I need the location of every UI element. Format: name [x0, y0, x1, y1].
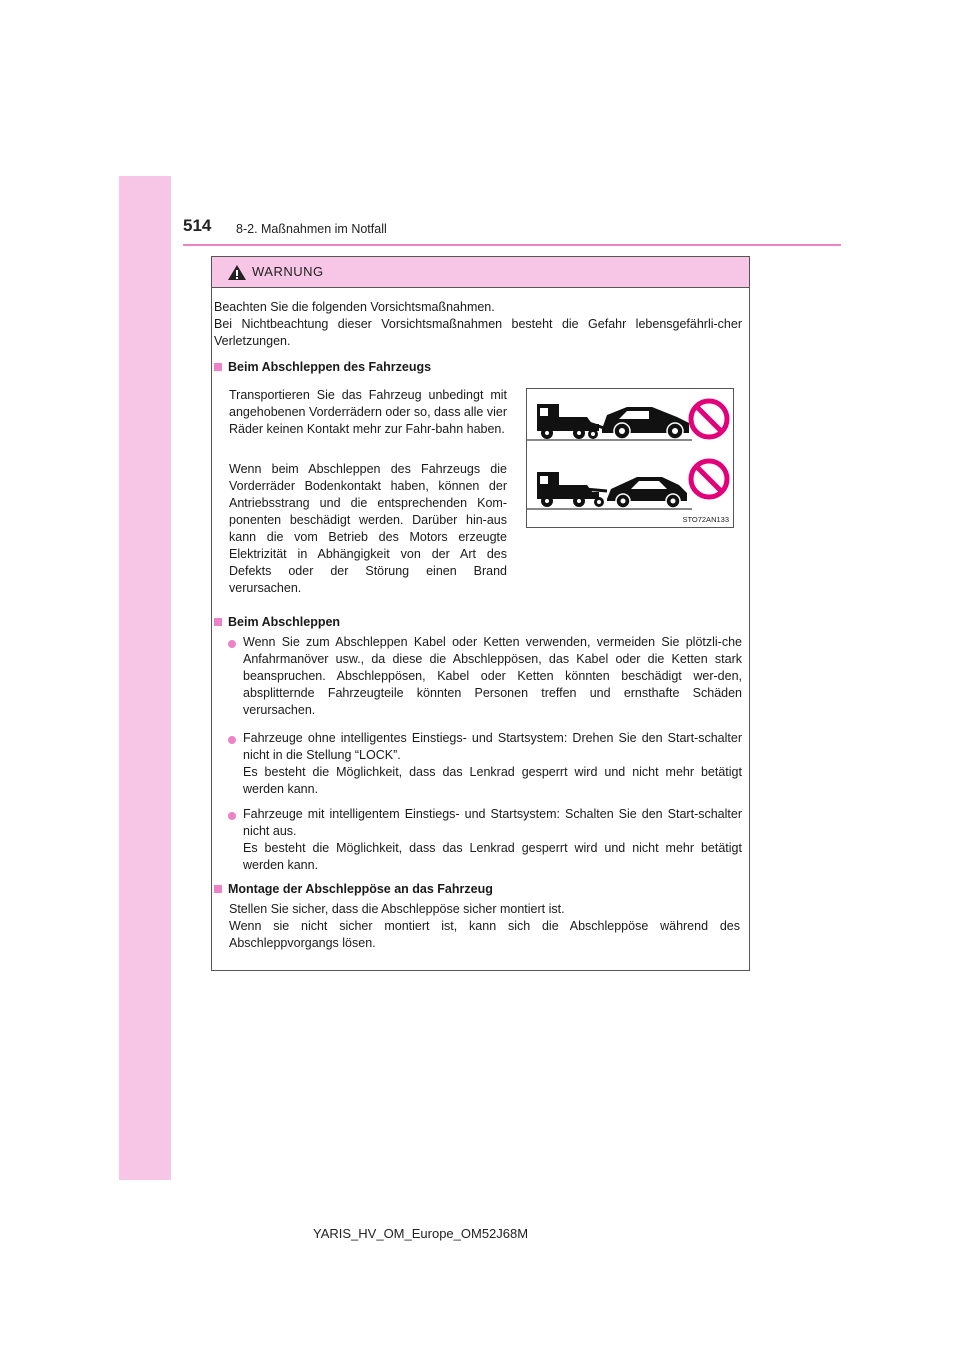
round-bullet-icon — [228, 812, 236, 820]
page-number: 514 — [183, 216, 212, 235]
section-heading-text: Beim Abschleppen — [228, 615, 341, 629]
section-title: 8-2. Maßnahmen im Notfall — [236, 222, 387, 236]
square-bullet-icon — [214, 363, 222, 371]
towing-eye-line-2: Wenn sie nicht sicher montiert ist, kann sich die Abschleppöse während des Abschleppvorgangs lösen. — [229, 919, 740, 950]
towing-paragraph-1: Transportieren Sie das Fahrzeug unbedingt mit angehobenen Vorderrädern oder so, dass alle vier Räder keinen Kontakt mehr zur Fahr-bahn haben. — [229, 388, 507, 436]
section-heading-towing-eye — [214, 881, 493, 898]
towing-paragraph-2: Wenn beim Abschleppen des Fahrzeugs die Vorderräder Bodenkontakt haben, können der Antriebsstrang und die entsprechenden Kom-ponenten beschädigt werden. Darüber hin-aus kann die vom Betrieb des Motors erzeugte Elektrizität in Abhängigkeit von der Art des Defekts oder der Störung einen Brand verursachen. — [229, 462, 507, 595]
towing-eye-line-1: Stellen Sie sicher, dass die Abschleppöse sicher montiert ist. — [229, 902, 565, 916]
tow-truck-icon — [537, 472, 607, 507]
towing-bullet-2-note: Es besteht die Möglichkeit, dass das Lenkrad gesperrt wird und nicht mehr betätigt werden kann. — [243, 765, 742, 796]
square-bullet-icon — [214, 885, 222, 893]
round-bullet-icon — [228, 640, 236, 648]
section-heading-text: Montage der Abschleppöse an das Fahrzeug — [228, 882, 493, 896]
section-heading-towing — [214, 614, 340, 631]
round-bullet-icon — [228, 736, 236, 744]
tow-truck-illustration — [527, 389, 733, 527]
footer-document-id: YARIS_HV_OM_Europe_OM52J68M — [313, 1226, 529, 1241]
warning-label: WARNUNG — [252, 264, 324, 279]
square-bullet-icon — [214, 618, 222, 626]
section-heading-towing-vehicle — [214, 359, 431, 376]
towing-bullet-2: Fahrzeuge ohne intelligentes Einstiegs- und Startsystem: Drehen Sie den Start-schalter nicht in die Stellung “LOCK”. — [243, 731, 742, 762]
section-heading-text: Beim Abschleppen des Fahrzeugs — [228, 360, 432, 374]
towing-bullet-3: Fahrzeuge mit intelligentem Einstiegs- und Startsystem: Schalten Sie den Start-schalter nicht aus. — [243, 807, 742, 838]
tow-truck-icon — [537, 404, 607, 439]
towing-illustration — [526, 388, 734, 528]
warning-intro-2: Bei Nichtbeachtung dieser Vorsichtsmaßnahmen besteht die Gefahr lebensgefährli-cher Verletzungen. — [214, 317, 742, 348]
towing-bullet-1: Wenn Sie zum Abschleppen Kabel oder Ketten verwenden, vermeiden Sie plötzli-che Anfahrmanöver usw., da diese die Abschleppösen, das Kabel oder die Ketten stark beanspruchen. Abschleppösen, Kabel oder Ketten könnten beschädigt wer-den, absplitternde Fahrzeugteile könnten Personen treffen und ernsthafte Schäden verursachen. — [243, 635, 742, 717]
prohibited-icon — [691, 461, 727, 497]
towing-bullet-3-note: Es besteht die Möglichkeit, dass das Lenkrad gesperrt wird und nicht mehr betätigt werden kann. — [243, 841, 742, 872]
figure-label: STO72AN133 — [682, 515, 729, 524]
prohibited-icon — [691, 401, 727, 437]
warning-intro-1: Beachten Sie die folgenden Vorsichtsmaßnahmen. — [214, 300, 495, 314]
